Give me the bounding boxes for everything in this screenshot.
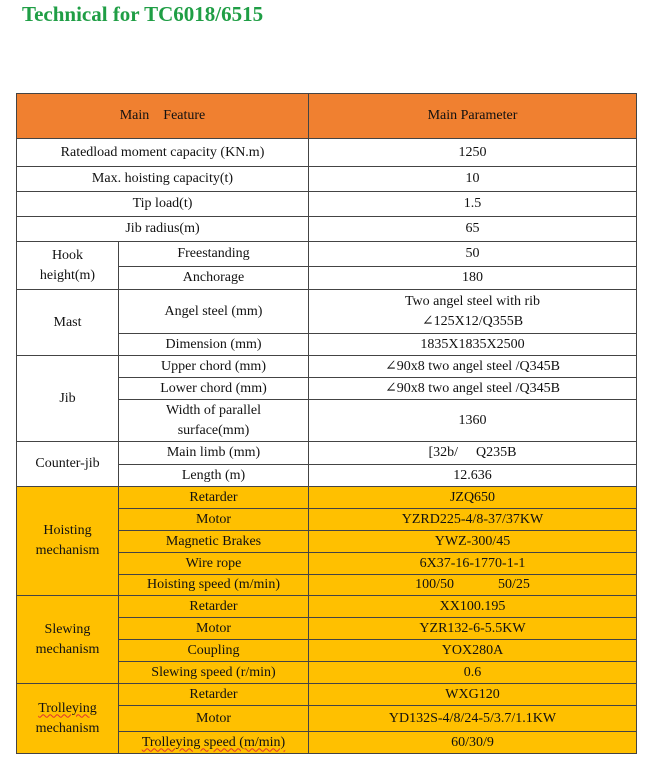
row-label: Freestanding	[119, 242, 309, 267]
value-part: 50/25	[498, 577, 530, 592]
table-row	[17, 242, 637, 267]
row-label: Trolleying speed (m/min)	[119, 732, 309, 754]
row-label: Upper chord (mm)	[119, 356, 309, 378]
row-label: Anchorage	[119, 267, 309, 290]
label-line: Width of parallel	[165, 402, 262, 418]
row-value	[309, 290, 637, 334]
group-label-line: mechanism	[35, 543, 100, 558]
row-value: 65	[309, 217, 637, 242]
row-label: Angel steel (mm)	[119, 290, 309, 334]
row-value: 1250	[309, 139, 637, 167]
row-label: Main limb (mm)	[119, 442, 309, 465]
group-label-line: Hoisting	[43, 523, 92, 538]
row-value: YZR132-6-5.5KW	[309, 618, 637, 640]
table-row	[17, 139, 637, 167]
row-value: YZRD225-4/8-37/37KW	[309, 509, 637, 531]
table-row	[17, 167, 637, 192]
group-label-line: height(m)	[39, 267, 96, 283]
row-label: Retarder	[119, 596, 309, 618]
row-value: 1360	[309, 400, 637, 442]
header-parameter: Main Parameter	[309, 94, 637, 139]
row-label: Dimension (mm)	[119, 334, 309, 356]
spec-table	[16, 93, 637, 754]
row-value: ∠90x8 two angel steel /Q345B	[309, 378, 637, 400]
table-row	[17, 192, 637, 217]
group-jib: Jib	[17, 356, 119, 442]
row-label: Jib radius(m)	[17, 217, 309, 242]
table-row	[17, 684, 637, 706]
row-value: ∠90x8 two angel steel /Q345B	[309, 356, 637, 378]
row-label: Retarder	[119, 684, 309, 706]
row-value: WXG120	[309, 684, 637, 706]
table-row	[17, 442, 637, 465]
row-value	[309, 575, 637, 596]
group-label-line: Trolleying	[38, 700, 97, 716]
row-label: Wire rope	[119, 553, 309, 575]
group-slewing-mechanism	[17, 596, 119, 684]
row-value: JZQ650	[309, 487, 637, 509]
row-value: YOX280A	[309, 640, 637, 662]
group-hoisting-mechanism	[17, 487, 119, 596]
table-row	[17, 217, 637, 242]
row-label: Hoisting speed (m/min)	[119, 575, 309, 596]
row-value: YD132S-4/8/24-5/3.7/1.1KW	[309, 706, 637, 732]
row-label: Motor	[119, 618, 309, 640]
table-header-row	[17, 94, 637, 139]
table-row	[17, 356, 637, 378]
table-row	[17, 290, 637, 334]
row-label: Motor	[119, 706, 309, 732]
row-value: YWZ-300/45	[309, 531, 637, 553]
group-counter-jib: Counter-jib	[17, 442, 119, 487]
group-label-line: Hook	[51, 247, 84, 263]
row-value: XX100.195	[309, 596, 637, 618]
row-label: Lower chord (mm)	[119, 378, 309, 400]
row-value: 60/30/9	[309, 732, 637, 754]
group-hook-height	[17, 242, 119, 290]
group-trolleying-mechanism	[17, 684, 119, 754]
header-feature: Main Feature	[17, 94, 309, 139]
row-label: Magnetic Brakes	[119, 531, 309, 553]
row-value: 10	[309, 167, 637, 192]
value-part: Q235B	[476, 445, 517, 460]
row-value: 180	[309, 267, 637, 290]
row-label: Tip load(t)	[17, 192, 309, 217]
row-value	[309, 442, 637, 465]
row-value: 1.5	[309, 192, 637, 217]
page-title: Technical for TC6018/6515	[22, 2, 264, 26]
value-part: [32b/	[428, 445, 459, 460]
row-value: 1835X1835X2500	[309, 334, 637, 356]
row-label: Slewing speed (r/min)	[119, 662, 309, 684]
row-value: 50	[309, 242, 637, 267]
group-label-line: mechanism	[35, 720, 100, 736]
row-label: Length (m)	[119, 465, 309, 487]
row-value: 6X37-16-1770-1-1	[309, 553, 637, 575]
label-line: surface(mm)	[177, 422, 250, 438]
row-value: 12.636	[309, 465, 637, 487]
row-label: Coupling	[119, 640, 309, 662]
group-label-line: mechanism	[35, 641, 100, 657]
row-label	[119, 400, 309, 442]
group-label-line: Slewing	[44, 621, 91, 637]
value-part: 100/50	[415, 577, 454, 592]
value-line: Two angel steel with rib	[404, 293, 541, 309]
group-mast: Mast	[17, 290, 119, 356]
value-line: ∠125X12/Q355B	[421, 313, 524, 329]
table-row	[17, 487, 637, 509]
row-label: Ratedload moment capacity (KN.m)	[17, 139, 309, 167]
row-value: 0.6	[309, 662, 637, 684]
table-row	[17, 596, 637, 618]
row-label: Max. hoisting capacity(t)	[17, 167, 309, 192]
row-label: Retarder	[119, 487, 309, 509]
row-label: Motor	[119, 509, 309, 531]
